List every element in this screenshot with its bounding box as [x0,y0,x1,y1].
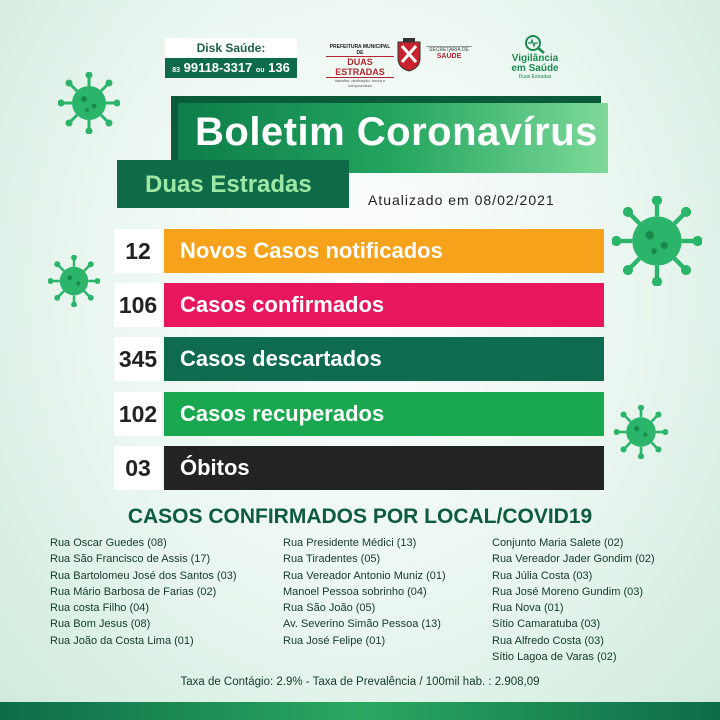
location-item: Rua Júlia Costa (03) [492,569,593,582]
stat-value: 12 [114,229,162,273]
disk-ddd: 83 [172,67,180,74]
stat-value: 102 [114,392,162,436]
locations-column-1 [50,535,237,649]
locations-heading: CASOS CONFIRMADOS POR LOCAL/COVID19 [127,505,593,528]
stat-row-recovered [114,392,604,436]
secretaria-small: SECRETARIA DE [429,47,469,53]
stat-label: Casos descartados [180,346,382,371]
location-item: Rua São João (05) [283,602,376,615]
location-item: Rua Vereador Jader Gondim (02) [492,553,655,566]
disk-or: ou [255,67,265,74]
location-item: Rua São Francisco de Assis (17) [50,553,211,566]
location-item: Rua Bartolomeu José dos Santos (03) [50,569,237,582]
vig-line3: Duas Estradas [518,74,552,80]
virus-icon [612,196,702,286]
location-item: Rua Vereador Antonio Muniz (01) [283,569,446,582]
stat-value: 03 [114,446,162,490]
disk-number-line [165,58,297,78]
prefeitura-logo [326,36,476,88]
location-item: Manoel Pessoa sobrinho (04) [283,585,427,598]
prefeitura-tagline: trabalho, dedicação, honra e compromisso [334,78,386,88]
disk-short: 136 [268,60,290,75]
virus-icon [614,405,668,459]
location-item: Rua Bom Jesus (08) [50,618,151,631]
stat-row-discarded [114,337,604,381]
coat-of-arms-icon [396,38,422,72]
stat-value: 345 [114,337,162,381]
page-title: Boletim Coronavírus [195,110,598,154]
stat-label: Novos Casos notificados [180,238,443,263]
stat-row-deaths [114,446,604,490]
virus-icon [58,72,120,134]
locations-column-2 [283,535,446,649]
stat-label: Casos recuperados [180,401,385,426]
location-item: Rua costa Filho (04) [50,602,150,615]
location-item: Sítio Lagoa de Varas (02) [492,651,617,664]
vig-line1: Vigilância [511,53,559,64]
location-item: Rua Alfredo Costa (03) [492,634,604,647]
prefeitura-name: DUAS ESTRADAS [326,56,394,78]
vigilancia-logo [500,34,570,80]
secretaria-name: SAÚDE [436,53,462,60]
location-item: Rua Oscar Guedes (08) [50,537,167,549]
stat-row-confirmed [114,283,604,327]
page-subtitle: Duas Estradas [145,171,312,198]
location-item: Rua José Moreno Gundim (03) [492,585,644,598]
prefeitura-small: PREFEITURA MUNICIPAL DE [329,44,391,56]
updated-date: Atualizado em 08/02/2021 [368,192,555,208]
bottom-band [0,702,720,720]
location-item: Rua José Felipe (01) [283,634,386,647]
location-item: Rua Presidente Médici (13) [283,537,417,549]
footer-rates: Taxa de Contágio: 2.9% - Taxa de Prevalência / 100mil hab. : 2.908,09 [180,676,540,688]
locations-column-3 [492,535,655,665]
location-item: Av. Severino Simão Pessoa (13) [283,618,441,631]
stat-value: 106 [114,283,162,327]
location-item: Conjunto Maria Salete (02) [492,537,624,549]
stat-label: Óbitos [180,455,250,480]
stat-label: Casos confirmados [180,292,385,317]
location-item: Sítio Camaratuba (03) [492,618,601,631]
disk-label: Disk Saúde: [165,38,297,58]
stat-row-new-cases [114,229,604,273]
location-item: Rua Nova (01) [492,602,564,615]
vig-line2: em Saúde [511,63,559,74]
virus-icon [48,255,100,307]
disk-number: 99118-3317 [183,60,253,75]
location-item: Rua João da Costa Lima (01) [50,634,194,647]
location-item: Rua Tiradentes (05) [283,553,381,566]
magnifier-heart-icon [524,34,546,54]
disk-saude-box [165,38,297,78]
location-item: Rua Mário Barbosa de Farias (02) [50,585,217,598]
